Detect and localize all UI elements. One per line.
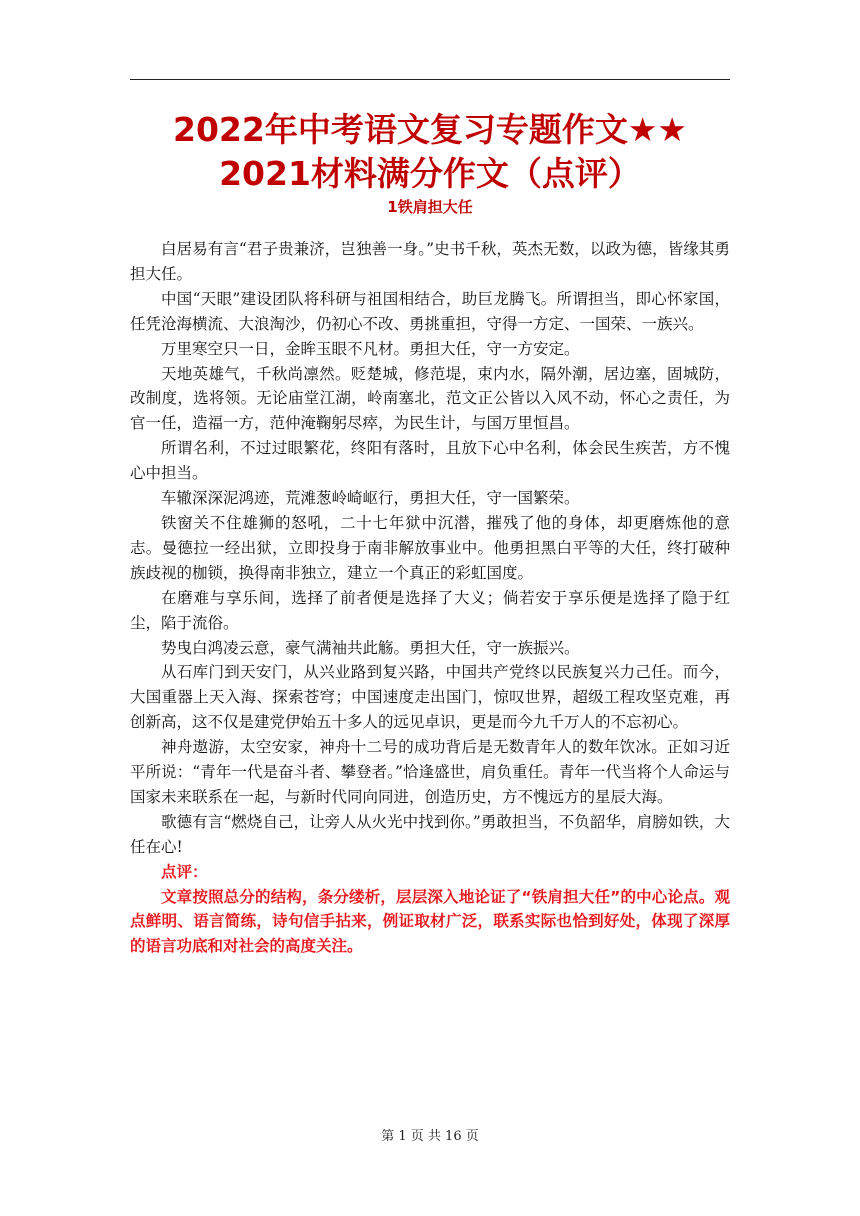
paragraph: 车辙深深泥鸿迹，荒滩葱岭崎岖行，勇担大任，守一国繁荣。 [161,489,580,508]
title-line-1: 2022年中考语文复习专题作文★★ [172,110,687,149]
paragraph: 铁窗关不住雄狮的怒吼，二十七年狱中沉潜，摧残了他的身体，却更磨炼他的意志。曼德拉一经出狱，立即投身于南非解放事业中。他勇担黑白平等的大任，终打破种族歧视的枷锁，换得南非独立，建立一个真正的彩虹国度。 [130,513,730,582]
essay-subtitle: 1铁肩担大任 [387,198,473,216]
paragraph: 所谓名利，不过过眼繁花，终阳有落时，且放下心中名利，体会民生疾苦，方不愧心中担当。 [130,439,730,483]
paragraph: 白居易有言“君子贵兼济，岂独善一身。”史书千秋，英杰无数，以政为德，皆缘其勇担大任。 [130,240,730,283]
title-line-2: 2021材料满分作文（点评） [219,154,641,193]
page-footer: 第 1 页 共 16 页 [381,1129,479,1144]
paragraph: 天地英雄气，千秋尚凛然。贬楚城，修范堤，束内水，隔外潮，居边塞，固城防，改制度，选将领。无论庙堂江湖，岭南塞北，范文正公皆以入风不动，怀心之责任，为官一任，造福一方，范仲淹鞠躬尽瘁，为民生计，与国万里恒昌。 [130,364,730,433]
paragraph: 神舟遨游，太空安家，神舟十二号的成功背后是无数青年人的数年饮冰。正如习近平所说：“青年一代是奋斗者、攀登者。”恰逢盛世，肩负重任。青年一代当将个人命运与国家未来联系在一起，与新时代同向同进，创造历史，方不愧远方的星辰大海。 [130,738,730,806]
paragraph: 势曳白鸿凌云意，豪气满袖共此觞。勇担大任，守一族振兴。 [161,638,580,657]
comment-label: 点评： [161,862,208,881]
header-rule [130,79,730,80]
paragraph: 歌德有言“燃烧自己，让旁人从火光中找到你。”勇敢担当，不负韶华，肩膀如铁，大任在心! [130,812,730,856]
comment-text: 文章按照总分的结构，条分缕析，层层深入地论证了“铁肩担大任”的中心论点。观点鲜明、语言简练，诗句信手拈来，例证取材广泛，联系实际也恰到好处，体现了深厚的语言功底和对社会的高度关注。 [130,887,730,956]
paragraph: 在磨难与享乐间，选择了前者便是选择了大义；倘若安于享乐便是选择了隐于红尘，陷于流俗。 [130,588,730,632]
essay-body [130,237,730,959]
paragraph: 万里寒空只一日，金眸玉眼不凡材。勇担大任，守一方安定。 [161,339,580,358]
paragraph: 从石库门到天安门，从兴业路到复兴路，中国共产党终以民族复兴力己任。而今，大国重器上天入海、探索苍穹；中国速度走出国门，惊叹世界，超级工程攻坚克难，再创新高，这不仅是建党伊始五十多人的远见卓识，更是而今九千万人的不忘初心。 [130,663,730,732]
paragraph: 中国“天眼”建设团队将科研与祖国相结合，助巨龙腾飞。所谓担当，即心怀家国，任凭沧海横流、大浪淘沙，仍初心不改、勇挑重担，守得一方定、一国荣、一族兴。 [130,289,730,333]
